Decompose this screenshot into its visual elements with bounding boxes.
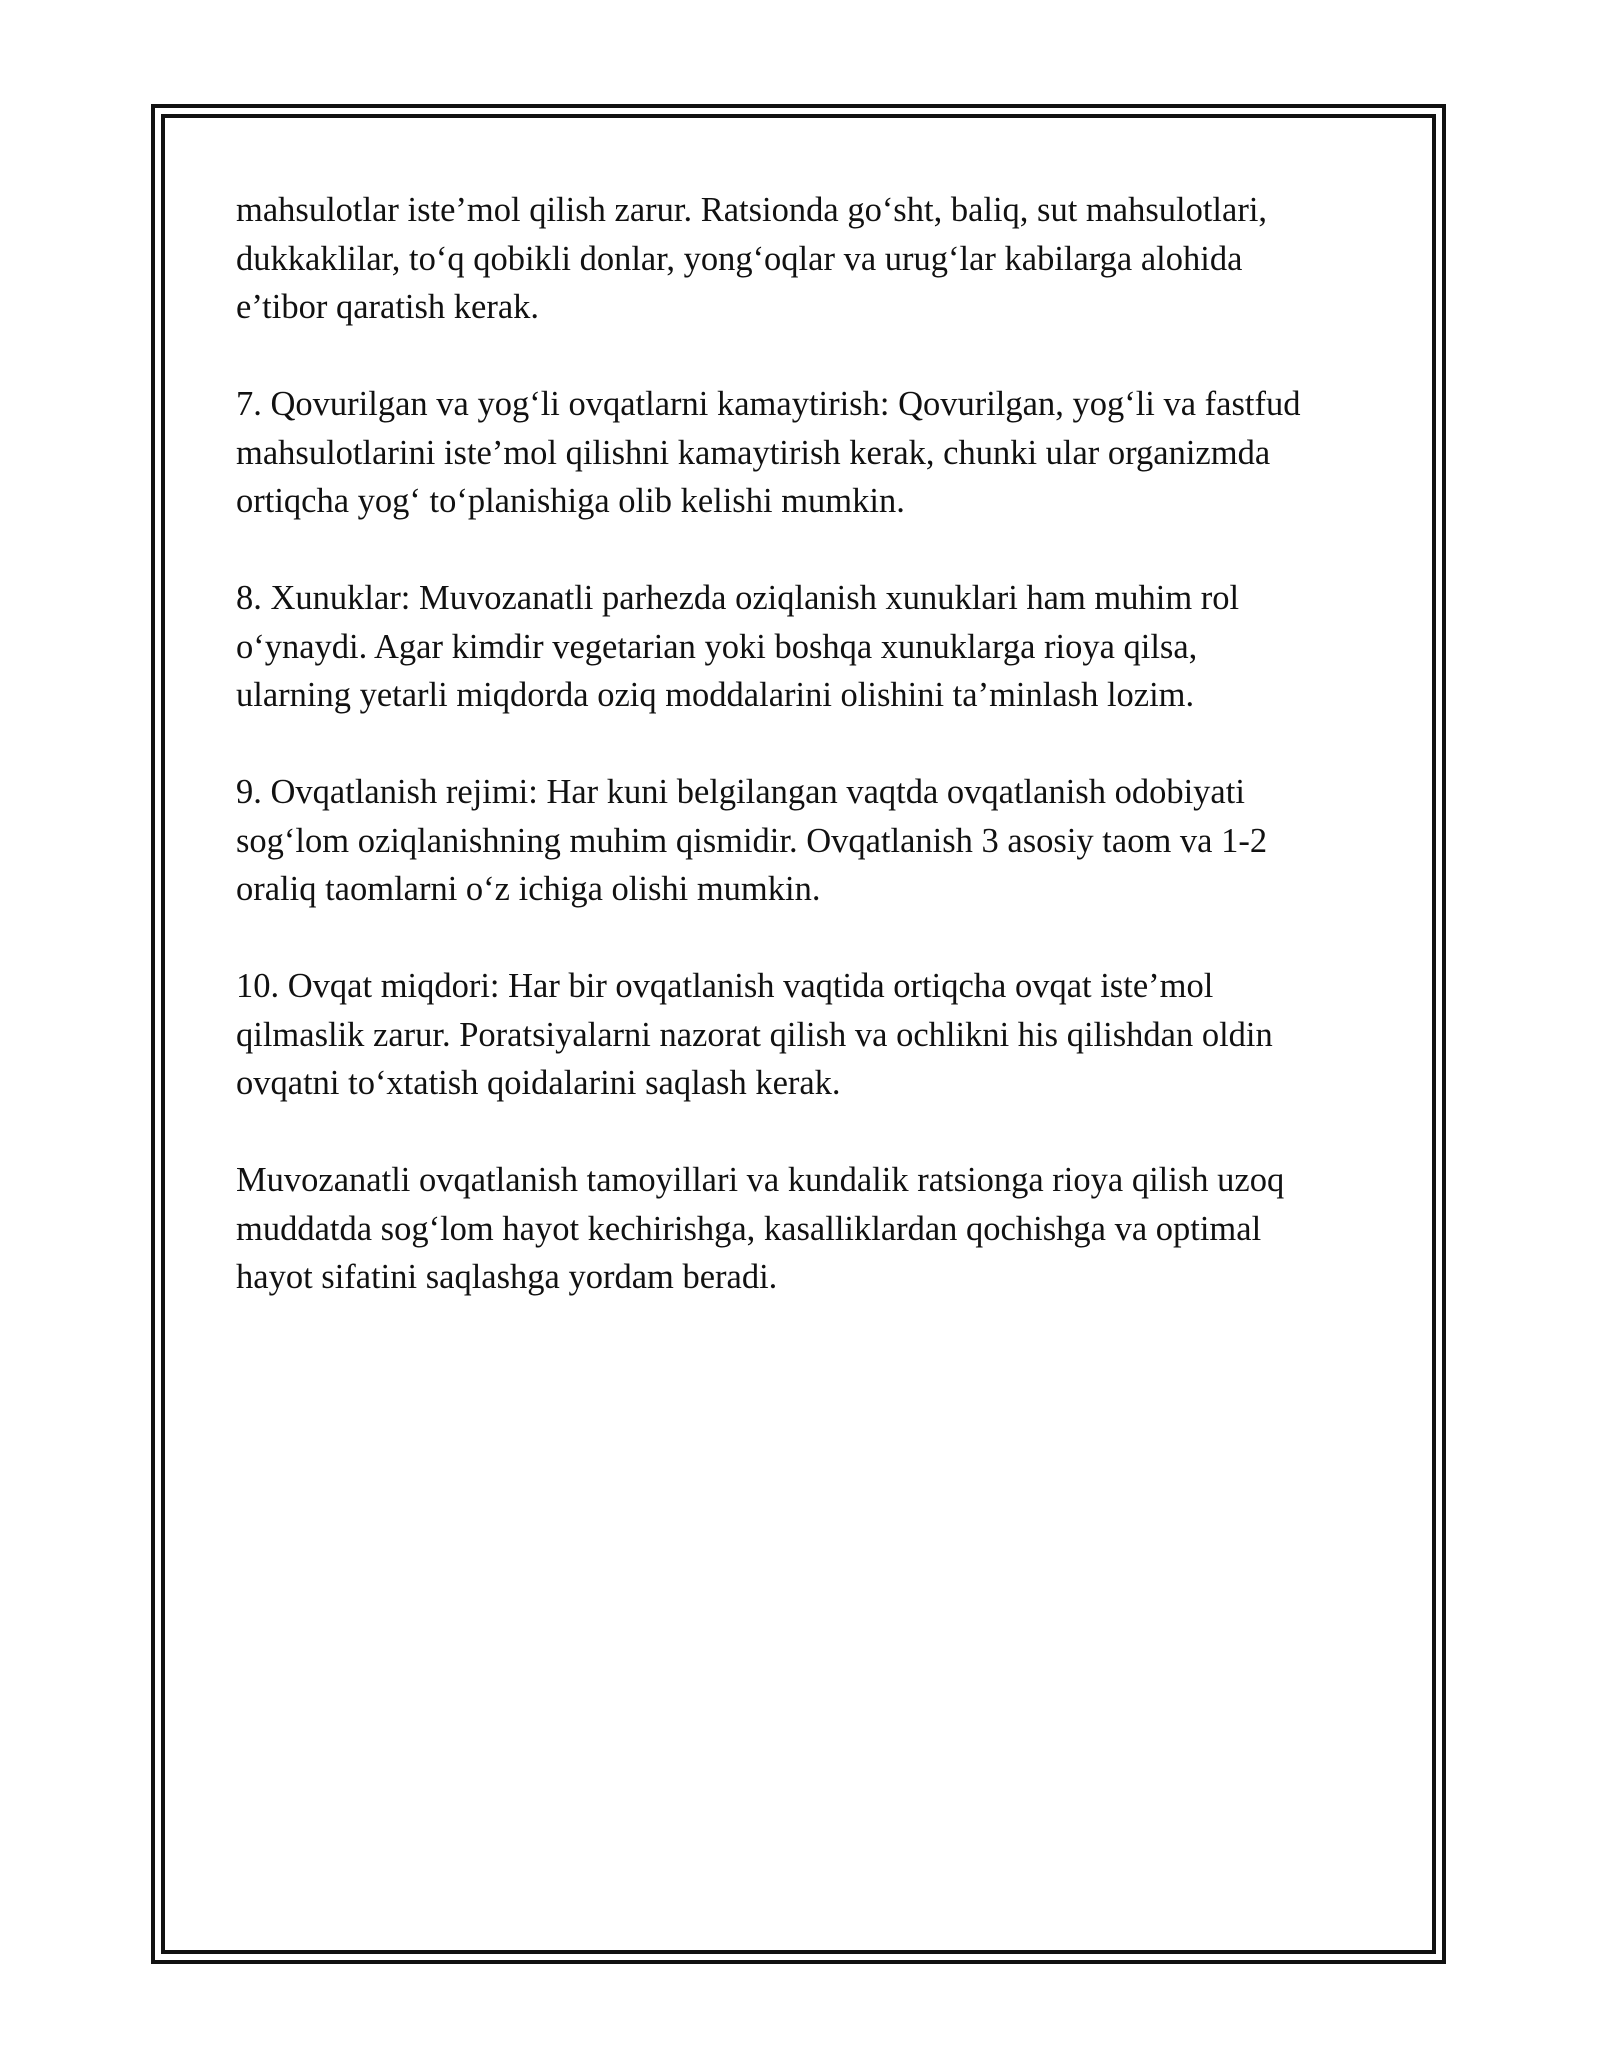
paragraph-item-10: 10. Ovqat miqdori: Har bir ovqatlanish vaqtida ortiqcha ovqat iste’mol qilmaslik zarur. Poratsiyalarni nazorat qilish va ochlikni his qilishdan oldin ovqatni to‘xtatish qoidalarini saqlash kerak. xyxy=(236,967,1273,1102)
paragraph-item-8: 8. Xunuklar: Muvozanatli parhezda oziqlanish xunuklari ham muhim rol o‘ynaydi. Agar kimdir vegetarian yoki boshqa xunuklarga rioya qilsa, ularning yetarli miqdorda oziq moddalarini olishini ta’minlash lozim. xyxy=(236,579,1240,714)
document-body xyxy=(236,186,1376,1350)
paragraph-continuation: mahsulotlar iste’mol qilish zarur. Ratsionda go‘sht, baliq, sut mahsulotlari, dukkaklilar, to‘q qobikli donlar, yong‘oqlar va urug‘lar kabilarga alohida e’tibor qaratish kerak. xyxy=(236,191,1268,326)
paragraph-item-9: 9. Ovqatlanish rejimi: Har kuni belgilangan vaqtda ovqatlanish odobiyati sog‘lom oziqlanishning muhim qismidir. Ovqatlanish 3 asosiy taom va 1-2 oraliq taomlarni o‘z ichiga olishi mumkin. xyxy=(236,773,1268,908)
paragraph-conclusion: Muvozanatli ovqatlanish tamoyillari va kundalik ratsionga rioya qilish uzoq muddatda sog‘lom hayot kechirishga, kasalliklardan qochishga va optimal hayot sifatini saqlashga yordam beradi. xyxy=(236,1161,1285,1296)
paragraph-item-7: 7. Qovurilgan va yog‘li ovqatlarni kamaytirish: Qovurilgan, yog‘li va fastfud mahsulotlarini iste’mol qilishni kamaytirish kerak, chunki ular organizmda ortiqcha yog‘ to‘planishiga olib kelishi mumkin. xyxy=(236,385,1301,520)
